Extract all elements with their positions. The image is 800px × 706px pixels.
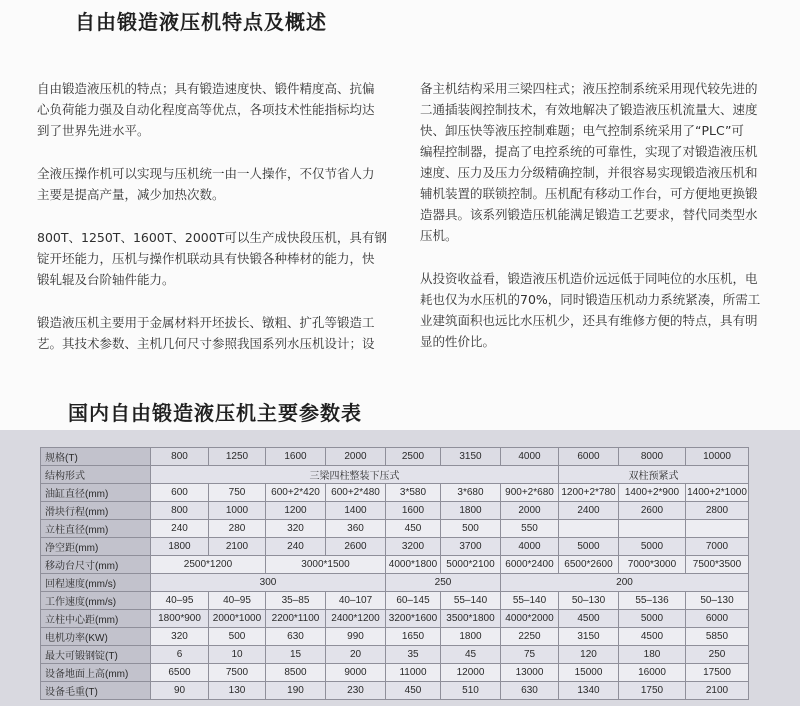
table-cell: 630 [501, 682, 559, 700]
table-cell: 3500*1800 [441, 610, 501, 628]
table-cell: 900+2*680 [501, 484, 559, 502]
table-cell: 40–95 [209, 592, 266, 610]
table-cell: 2000 [326, 448, 386, 466]
table-cell: 8000 [619, 448, 686, 466]
table-cell: 800 [151, 502, 209, 520]
table-cell: 5000 [559, 538, 619, 556]
table-cell: 10000 [686, 448, 749, 466]
table-cell: 17500 [686, 664, 749, 682]
empty-cell [559, 520, 619, 538]
table-cell: 360 [326, 520, 386, 538]
table-cell: 7000 [686, 538, 749, 556]
table-cell: 1000 [209, 502, 266, 520]
table-cell: 2800 [686, 502, 749, 520]
table-cell: 1600 [386, 502, 441, 520]
table-cell: 2250 [501, 628, 559, 646]
table-cell: 6 [151, 646, 209, 664]
table-cell: 4000 [501, 538, 559, 556]
text-line: 全液压操作机可以实现与压机统一由一人操作，不仅节省人力 [37, 166, 375, 181]
table-cell: 750 [209, 484, 266, 502]
table-cell: 250 [686, 646, 749, 664]
table-cell: 4500 [619, 628, 686, 646]
row-height-above-floor [41, 664, 749, 682]
paragraph [37, 227, 393, 290]
text-line: 锻造液压机主要用于金属材料开坯拔长、镦粗、扩孔等锻造工 [37, 315, 375, 330]
row-label: 设备毛重(T) [41, 682, 151, 700]
table-cell: 240 [151, 520, 209, 538]
table-cell: 3*580 [386, 484, 441, 502]
table-cell: 50–130 [686, 592, 749, 610]
table-cell: 9000 [326, 664, 386, 682]
paragraph [37, 78, 393, 141]
table-cell: 16000 [619, 664, 686, 682]
table-cell: 630 [266, 628, 326, 646]
text-line: 800T、1250T、1600T、2000T可以生产成快段压机，具有钢 [37, 230, 387, 245]
text-line: 二通插装阀控制技术，有效地解决了锻造液压机流量大、速度 [420, 102, 758, 117]
text-line: 锻轧辊及台阶轴件能力。 [37, 272, 175, 287]
table-cell: 4000*2000 [501, 610, 559, 628]
paragraph [420, 268, 782, 352]
table-cell: 90 [151, 682, 209, 700]
table-cell: 5000*2100 [441, 556, 501, 574]
row-label: 滑块行程(mm) [41, 502, 151, 520]
table-cell: 2600 [619, 502, 686, 520]
row-cylinder-diameter [41, 484, 749, 502]
table-cell: 500 [441, 520, 501, 538]
row-label: 电机功率(KW) [41, 628, 151, 646]
row-gross-weight [41, 682, 749, 700]
table-cell: 990 [326, 628, 386, 646]
row-clearance [41, 538, 749, 556]
row-label: 最大可锻钢锭(T) [41, 646, 151, 664]
table-cell: 510 [441, 682, 501, 700]
row-column-diameter [41, 520, 749, 538]
intro-left-column [37, 78, 393, 376]
table-cell: 600+2*480 [326, 484, 386, 502]
text-line: 速度、压力及压力分级精确控制，并很容易实现锻造液压机和 [420, 165, 758, 180]
paragraph [420, 78, 782, 246]
text-line: 造器具。该系列锻造压机能满足锻造工艺要求，替代同类型水 [420, 207, 758, 222]
table-cell: 450 [386, 520, 441, 538]
table-cell: 8500 [266, 664, 326, 682]
row-structure-type [41, 466, 749, 484]
table-cell: 1400+2*900 [619, 484, 686, 502]
table-cell: 130 [209, 682, 266, 700]
row-label: 规格(T) [41, 448, 151, 466]
text-line: 主要是提高产量，减少加热次数。 [37, 187, 225, 202]
table-cell: 35–85 [266, 592, 326, 610]
row-max-forgeable-ingot [41, 646, 749, 664]
table-cell: 5850 [686, 628, 749, 646]
paragraph [37, 312, 393, 354]
row-label: 结构形式 [41, 466, 151, 484]
row-label: 设备地面上高(mm) [41, 664, 151, 682]
table-cell: 7500 [209, 664, 266, 682]
table-cell: 6500 [151, 664, 209, 682]
table-cell: 15000 [559, 664, 619, 682]
text-line: 艺。其技术参数、主机几何尺寸参照我国系列水压机设计；设 [37, 336, 375, 351]
table-cell: 3150 [559, 628, 619, 646]
row-label: 工作速度(mm/s) [41, 592, 151, 610]
table-cell: 12000 [441, 664, 501, 682]
text-line: 编程控制器，提高了电控系统的可靠性，实现了对锻造液压机 [420, 144, 758, 159]
table-cell: 6500*2600 [559, 556, 619, 574]
table-cell: 3000*1500 [266, 556, 386, 574]
table-cell: 250 [386, 574, 501, 592]
table-cell: 7500*3500 [686, 556, 749, 574]
table-cell: 2000*1000 [209, 610, 266, 628]
table-cell: 180 [619, 646, 686, 664]
table-cell: 1200 [266, 502, 326, 520]
table-cell: 2200*1100 [266, 610, 326, 628]
table-cell: 7000*3000 [619, 556, 686, 574]
text-line: 耗也仅为水压机的70%，同时锻造压机动力系统紧凑，所需工 [420, 292, 761, 307]
text-line: 锭开坯能力，压机与操作机联动具有快锻各种棒材的能力，快 [37, 251, 375, 266]
intro-right-column [420, 78, 782, 374]
text-line: 自由锻造液压机的特点；具有锻造速度快、锻件精度高、抗偏 [37, 81, 375, 96]
text-line: 到了世界先进水平。 [37, 123, 150, 138]
table-cell: 3200*1600 [386, 610, 441, 628]
empty-cell [619, 520, 686, 538]
table-cell: 50–130 [559, 592, 619, 610]
parameter-table [40, 447, 749, 700]
text-line: 业建筑面积也远比水压机少，还具有维修方便的特点，具有明 [420, 313, 758, 328]
table-cell: 3700 [441, 538, 501, 556]
table-cell: 3150 [441, 448, 501, 466]
table-cell: 240 [266, 538, 326, 556]
row-spec-tonnage [41, 448, 749, 466]
table-cell: 3200 [386, 538, 441, 556]
table-cell: 550 [501, 520, 559, 538]
row-label: 回程速度(mm/s) [41, 574, 151, 592]
table-cell: 1800 [151, 538, 209, 556]
table-cell: 1800 [441, 502, 501, 520]
table-cell: 2100 [686, 682, 749, 700]
table-cell: 280 [209, 520, 266, 538]
table-cell: 4500 [559, 610, 619, 628]
text-line: 备主机结构采用三梁四柱式；液压控制系统采用现代较先进的 [420, 81, 758, 96]
table-cell: 10 [209, 646, 266, 664]
table-cell: 4000 [501, 448, 559, 466]
empty-cell [686, 520, 749, 538]
table-cell: 6000 [559, 448, 619, 466]
table-cell: 15 [266, 646, 326, 664]
table-cell: 6000*2400 [501, 556, 559, 574]
row-label: 立柱中心距(mm) [41, 610, 151, 628]
paragraph [37, 163, 393, 205]
table-cell: 40–107 [326, 592, 386, 610]
row-label: 净空距(mm) [41, 538, 151, 556]
table-cell: 1800 [441, 628, 501, 646]
table-cell: 190 [266, 682, 326, 700]
table-title: 国内自由锻造液压机主要参数表 [68, 401, 362, 425]
table-cell: 320 [151, 628, 209, 646]
row-motor-power [41, 628, 749, 646]
table-cell: 11000 [386, 664, 441, 682]
table-cell: 1200+2*780 [559, 484, 619, 502]
text-line: 心负荷能力强及自动化程度高等优点，各项技术性能指标均达 [37, 102, 375, 117]
table-cell: 2400 [559, 502, 619, 520]
table-cell: 2500*1200 [151, 556, 266, 574]
table-cell: 320 [266, 520, 326, 538]
text-line: 辅机装置的联锁控制。压机配有移动工作台，可方便地更换锻 [420, 186, 758, 201]
row-moving-table-size [41, 556, 749, 574]
table-cell: 60–145 [386, 592, 441, 610]
table-cell: 120 [559, 646, 619, 664]
table-cell: 双柱预紧式 [559, 466, 749, 484]
table-cell: 13000 [501, 664, 559, 682]
table-cell: 450 [386, 682, 441, 700]
table-cell: 1650 [386, 628, 441, 646]
row-label: 油缸直径(mm) [41, 484, 151, 502]
table-cell: 4000*1800 [386, 556, 441, 574]
table-cell: 5000 [619, 538, 686, 556]
table-cell: 三梁四柱整装下压式 [151, 466, 559, 484]
row-slide-stroke [41, 502, 749, 520]
table-cell: 800 [151, 448, 209, 466]
table-cell: 55–140 [501, 592, 559, 610]
table-cell: 55–136 [619, 592, 686, 610]
text-line: 压机。 [420, 228, 458, 243]
table-cell: 230 [326, 682, 386, 700]
table-cell: 1340 [559, 682, 619, 700]
table-cell: 1400 [326, 502, 386, 520]
table-cell: 45 [441, 646, 501, 664]
table-cell: 2000 [501, 502, 559, 520]
row-column-center-distance [41, 610, 749, 628]
table-cell: 1800*900 [151, 610, 209, 628]
text-line: 快、卸压快等液压控制难题；电气控制系统采用了“PLC”可 [420, 123, 744, 138]
table-cell: 3*680 [441, 484, 501, 502]
row-label: 立柱直径(mm) [41, 520, 151, 538]
table-cell: 40–95 [151, 592, 209, 610]
table-cell: 200 [501, 574, 749, 592]
table-cell: 2500 [386, 448, 441, 466]
table-cell: 75 [501, 646, 559, 664]
row-working-speed [41, 592, 749, 610]
page-title: 自由锻造液压机特点及概述 [75, 10, 327, 34]
table-cell: 20 [326, 646, 386, 664]
row-label: 移动台尺寸(mm) [41, 556, 151, 574]
table-cell: 600 [151, 484, 209, 502]
text-line: 显的性价比。 [420, 334, 496, 349]
table-cell: 2600 [326, 538, 386, 556]
table-cell: 5000 [619, 610, 686, 628]
table-cell: 6000 [686, 610, 749, 628]
table-cell: 600+2*420 [266, 484, 326, 502]
text-line: 从投资收益看，锻造液压机造价远远低于同吨位的水压机，电 [420, 271, 758, 286]
table-cell: 35 [386, 646, 441, 664]
table-cell: 1750 [619, 682, 686, 700]
table-cell: 500 [209, 628, 266, 646]
table-cell: 55–140 [441, 592, 501, 610]
table-cell: 1600 [266, 448, 326, 466]
table-cell: 1400+2*1000 [686, 484, 749, 502]
table-cell: 1250 [209, 448, 266, 466]
table-cell: 300 [151, 574, 386, 592]
table-cell: 2100 [209, 538, 266, 556]
row-return-speed [41, 574, 749, 592]
table-cell: 2400*1200 [326, 610, 386, 628]
